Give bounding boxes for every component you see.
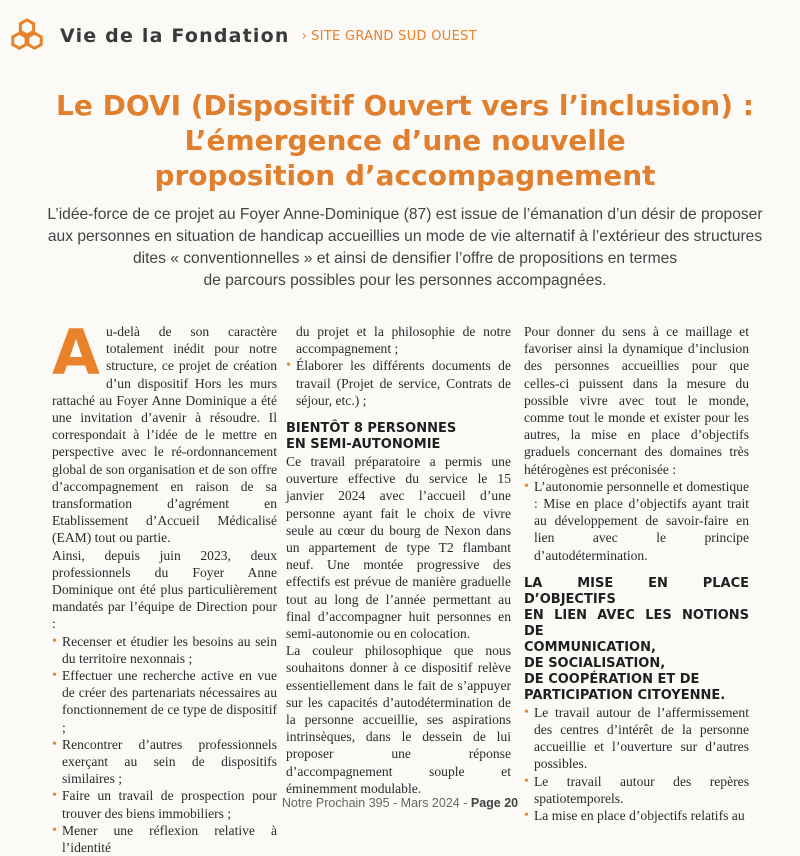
bullet-icon: •	[524, 704, 529, 720]
list-item: • Mener une réflexion relative à l’identité	[52, 822, 277, 856]
subheading-1-line-1: BIENTÔT 8 PERSONNES	[286, 421, 457, 437]
title-line-3: proposition d’accompagnement	[154, 159, 656, 192]
col3-bullet-list-1	[524, 478, 749, 564]
list-item: • Le travail autour des repères spatiotemporels.	[524, 773, 749, 806]
col2-bullet-list	[286, 357, 511, 409]
list-item: • La mise en place d’objectifs relatifs au	[524, 808, 745, 824]
subheading-2-line-6: PARTICIPATION CITOYENNE.	[524, 687, 726, 703]
intro-line-4: de parcours possibles pour les personnes accompagnées.	[203, 272, 607, 289]
col1-bullet-list	[52, 633, 277, 856]
column-3	[524, 323, 749, 824]
intro-line-1: L’idée-force de ce projet au Foyer Anne-Dominique (87) est issue de l’émanation d’un désir de proposer	[47, 206, 763, 223]
list-item: • Rencontrer d’autres professionnels exerçant au sein de dispositifs similaires ;	[52, 736, 277, 787]
bullet-icon: •	[286, 358, 291, 374]
subheading-1-line-2: EN SEMI-AUTONOMIE	[286, 437, 441, 453]
subheading-2-line-3: COMMUNICATION,	[524, 639, 656, 655]
subheading-2-line-5: DE COOPÉRATION ET DE	[524, 671, 700, 687]
list-item: • Le travail autour de l’affermissement des centres d’intérêt de la personne accueillie et l’ouverture sur d’autres possibles.	[524, 704, 749, 772]
col2-paragraph-3: La couleur philosophique que nous souhaitons donner à ce dispositif relève essentiellement dans le fait de s’appuyer sur les capacités d’autodétermination de la personne accueillie, ses aspirations intrinsèques, dans le dessein de lui proposer une réponse d’accompagnement souple et éminemment modulable.	[286, 643, 511, 796]
list-item: • Effectuer une recherche active en vue de créer des partenariats nécessaires au fonctionnement de ce type de dispositif ;	[52, 668, 277, 735]
page-footer	[0, 796, 800, 810]
subsection-label: SITE GRAND SUD OUEST	[311, 28, 477, 44]
article-intro	[42, 204, 768, 292]
section-title: Vie de la Fondation	[60, 25, 290, 47]
page-number: Page 20	[470, 796, 519, 810]
intro-line-2: aux personnes en situation de handicap accueillies un mode de vie alternatif à l’extérieur des structures	[47, 228, 763, 245]
subheading-2-line-1: LA MISE EN PLACE D’OBJECTIFS	[524, 575, 749, 607]
col2-paragraph-2: Ce travail préparatoire a permis une ouverture effective du service le 15 janvier 2024 avec l’accueil d’une personne ayant fait le choix de vivre seule au cœur du bourg de Nexon dans un appartement de type T2 flambant neuf. Une montée progressive des effectifs est prévue de manière graduelle tout au long de l’année permettant au final d’accompagner huit personnes en semi-autonomie ou en colocation.	[286, 454, 511, 642]
subheading-2-line-4: DE SOCIALISATION,	[524, 655, 666, 671]
drop-cap: A	[52, 316, 100, 389]
bullet-icon: •	[52, 633, 57, 649]
bullet-icon: •	[52, 668, 57, 684]
column-2	[286, 323, 511, 797]
bullet-icon: •	[524, 773, 529, 789]
list-item: • L’autonomie personnelle et domestique : Mise en place d’objectifs ayant trait au développement de savoir-faire en lien avec le principe d’autodétermination.	[524, 478, 749, 563]
article-title	[40, 88, 770, 193]
column-1	[52, 316, 277, 856]
bullet-icon: •	[52, 736, 57, 752]
page-header	[8, 18, 477, 54]
col1-paragraph-1: Au-delà de son caractère totalement inédit pour notre structure, ce projet de création d’un dispositif Hors les murs rattaché au Foyer Anne Dominique a été une invitation d’avenir à résoudre. Il correspondait à l’idée de le mettre en perspective avec le ré-ordonnancement global de son organisation et de son offre d’accompagnement en raison de sa transformation d’agrément en Etablissement d’Accueil Médicalisé (EAM) tout ou partie.	[52, 316, 277, 546]
footer-text: Notre Prochain 395 - Mars 2024 -	[281, 796, 471, 810]
list-item: • Recenser et étudier les besoins au sein du territoire nexonnais ;	[52, 633, 277, 666]
col1-paragraph-2: Ainsi, depuis juin 2023, deux professionnels du Foyer Anne Dominique ont été plus particulièrement mandatés par l’équipe de Direction pour :	[52, 547, 277, 632]
list-item: • Faire un travail de prospection pour trouver des biens immobiliers ;	[52, 788, 277, 821]
title-line-1: Le DOVI (Dispositif Ouvert vers l’inclusion) :	[56, 89, 754, 122]
subheading-2-line-2: EN LIEN AVEC LES NOTIONS DE	[524, 607, 749, 639]
bullet-icon: •	[524, 478, 529, 494]
intro-line-3: dites « conventionnelles » et ainsi de densifier l’offre de propositions en termes	[132, 250, 678, 267]
title-line-2: L’émergence d’une nouvelle	[184, 124, 626, 157]
chevron-right-icon: ›	[301, 28, 308, 44]
bullet-icon: •	[52, 822, 57, 838]
col2-paragraph-1: du projet et la philosophie de notre accompagnement ;	[296, 324, 511, 357]
list-item: • Élaborer les différents documents de travail (Projet de service, Contrats de séjour, etc.) ;	[286, 358, 511, 408]
hexagon-cluster-logo-icon	[8, 18, 46, 54]
bullet-icon: •	[52, 788, 57, 804]
section-subtitle	[302, 29, 477, 44]
bullet-icon: •	[524, 808, 529, 824]
col3-paragraph-1: Pour donner du sens à ce maillage et favoriser ainsi la dynamique d’inclusion des personnes accueillies pour que celles-ci puissent dans la mesure du possible vivre avec tout le monde, comme tout le monde et exister pour les autres, la mise en place d’objectifs graduels concernant des domaines très hétérogènes est préconisée :	[524, 324, 749, 477]
